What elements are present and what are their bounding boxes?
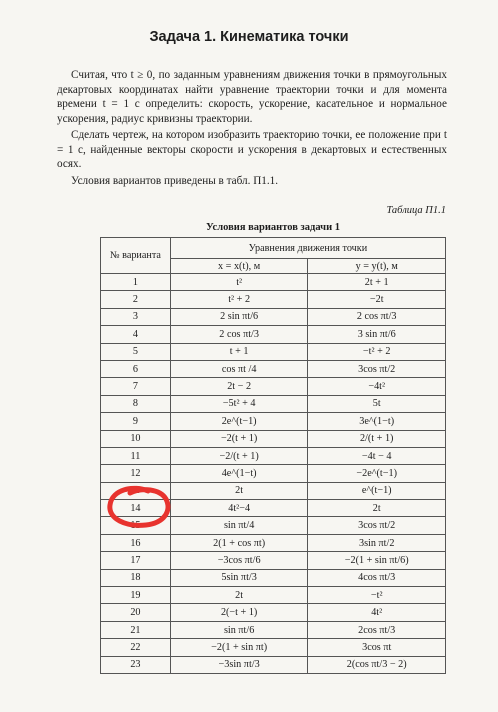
header-equations: Уравнения движения точки — [170, 238, 445, 259]
x-equation-cell: −2(1 + sin πt) — [170, 639, 308, 656]
variant-number-cell: 19 — [101, 587, 171, 604]
y-equation-cell: −2(1 + sin πt/6) — [308, 552, 446, 569]
variant-number-cell: 11 — [101, 447, 171, 464]
header-x: x = x(t), м — [170, 259, 308, 274]
variant-number-cell: 9 — [101, 413, 171, 430]
y-equation-cell: −t² — [308, 587, 446, 604]
table-name: Условия вариантов задачи 1 — [205, 222, 340, 233]
y-equation-cell: 3cos πt — [308, 639, 446, 656]
variant-number-cell: 16 — [101, 534, 171, 551]
table-row — [101, 639, 446, 656]
variant-number-cell: 1 — [101, 274, 171, 291]
x-equation-cell: 2t − 2 — [170, 378, 308, 395]
variant-number-cell: 12 — [101, 465, 171, 482]
variants-table — [100, 237, 446, 674]
table-row — [101, 326, 446, 343]
y-equation-cell: 3 sin πt/6 — [308, 326, 446, 343]
y-equation-cell: 2/(t + 1) — [308, 430, 446, 447]
task-paragraph-3: Условия вариантов приведены в табл. П1.1. — [71, 175, 279, 187]
y-equation-cell: 2cos πt/3 — [308, 621, 446, 638]
y-equation-cell: −4t − 4 — [308, 447, 446, 464]
table-row — [101, 569, 446, 586]
variant-number-cell: 8 — [101, 395, 171, 412]
x-equation-cell: t + 1 — [170, 343, 308, 360]
variant-number-cell: 4 — [101, 326, 171, 343]
table-row — [101, 308, 446, 325]
x-equation-cell: 4t²−4 — [170, 500, 308, 517]
variant-number-cell: 21 — [101, 621, 171, 638]
table-row — [101, 274, 446, 291]
variant-number-cell: 7 — [101, 378, 171, 395]
variant-number-cell: 10 — [101, 430, 171, 447]
y-equation-cell: −t² + 2 — [308, 343, 446, 360]
y-equation-cell: −2e^(t−1) — [308, 465, 446, 482]
table-row — [101, 604, 446, 621]
variant-number-cell: 22 — [101, 639, 171, 656]
x-equation-cell: sin πt/4 — [170, 517, 308, 534]
table-row — [101, 621, 446, 638]
table-row — [101, 500, 446, 517]
x-equation-cell: 2e^(t−1) — [170, 413, 308, 430]
variant-number-cell: 5 — [101, 343, 171, 360]
table-row — [101, 430, 446, 447]
y-equation-cell: 3cos πt/2 — [308, 517, 446, 534]
variant-number-cell: 2 — [101, 291, 171, 308]
y-equation-cell: 5t — [308, 395, 446, 412]
x-equation-cell: −2/(t + 1) — [170, 447, 308, 464]
table-row — [101, 587, 446, 604]
x-equation-cell: −2(t + 1) — [170, 430, 308, 447]
y-equation-cell: e^(t−1) — [308, 482, 446, 499]
x-equation-cell: 2t — [170, 482, 308, 499]
variant-number-cell: 15 — [101, 517, 171, 534]
x-equation-cell: 2(−t + 1) — [170, 604, 308, 621]
table-row — [101, 343, 446, 360]
y-equation-cell: 2(cos πt/3 − 2) — [308, 656, 446, 673]
variant-number-cell: 18 — [101, 569, 171, 586]
table-row — [101, 413, 446, 430]
x-equation-cell: 2(1 + cos πt) — [170, 534, 308, 551]
y-equation-cell: 3cos πt/2 — [308, 360, 446, 377]
y-equation-cell: 2t + 1 — [308, 274, 446, 291]
variant-number-cell: 14 — [101, 500, 171, 517]
table-body — [101, 274, 446, 674]
variant-number-cell: 20 — [101, 604, 171, 621]
x-equation-cell: t² — [170, 274, 308, 291]
table-row — [101, 656, 446, 673]
variant-number-cell: 23 — [101, 656, 171, 673]
y-equation-cell: 4t² — [308, 604, 446, 621]
y-equation-cell: 2t — [308, 500, 446, 517]
x-equation-cell: 2t — [170, 587, 308, 604]
table-row — [101, 534, 446, 551]
x-equation-cell: 2 sin πt/6 — [170, 308, 308, 325]
task-paragraph-1: Считая, что t ≥ 0, по заданным уравнениям движения точки в прямоугольных декартовых координатах найти уравнение траектории точки и для момента времени t = 1 с определить: скорость, ускорение, касательное и нормальное ускорения, радиус кривизны траектории. — [57, 69, 447, 125]
variant-number-cell: 13 — [101, 482, 171, 499]
table-row — [101, 378, 446, 395]
x-equation-cell: −3cos πt/6 — [170, 552, 308, 569]
task-paragraph-2: Сделать чертеж, на котором изобразить траекторию точки, ее положение при t = 1 с, найденные векторы скорости и ускорения в декартовых и естественных осях. — [57, 129, 447, 171]
header-y: y = y(t), м — [308, 259, 446, 274]
x-equation-cell: −3sin πt/3 — [170, 656, 308, 673]
x-equation-cell: sin πt/6 — [170, 621, 308, 638]
header-variant: № варианта — [101, 238, 171, 274]
x-equation-cell: 2 cos πt/3 — [170, 326, 308, 343]
y-equation-cell: 3sin πt/2 — [308, 534, 446, 551]
variant-number-cell: 6 — [101, 360, 171, 377]
table-row — [101, 395, 446, 412]
y-equation-cell: 2 cos πt/3 — [308, 308, 446, 325]
y-equation-cell: 3e^(1−t) — [308, 413, 446, 430]
table-row — [101, 552, 446, 569]
table-row — [101, 482, 446, 499]
x-equation-cell: 4e^(1−t) — [170, 465, 308, 482]
y-equation-cell: −2t — [308, 291, 446, 308]
table-row — [101, 360, 446, 377]
x-equation-cell: 5sin πt/3 — [170, 569, 308, 586]
table-row — [101, 447, 446, 464]
table-caption: Таблица П1.1 — [386, 205, 446, 216]
table-row — [101, 465, 446, 482]
table-row — [101, 291, 446, 308]
y-equation-cell: 4cos πt/3 — [308, 569, 446, 586]
x-equation-cell: −5t² + 4 — [170, 395, 308, 412]
x-equation-cell: cos πt /4 — [170, 360, 308, 377]
y-equation-cell: −4t² — [308, 378, 446, 395]
task-title: Задача 1. Кинематика точки — [149, 29, 349, 45]
x-equation-cell: t² + 2 — [170, 291, 308, 308]
variant-number-cell: 3 — [101, 308, 171, 325]
table-row — [101, 517, 446, 534]
variant-number-cell: 17 — [101, 552, 171, 569]
